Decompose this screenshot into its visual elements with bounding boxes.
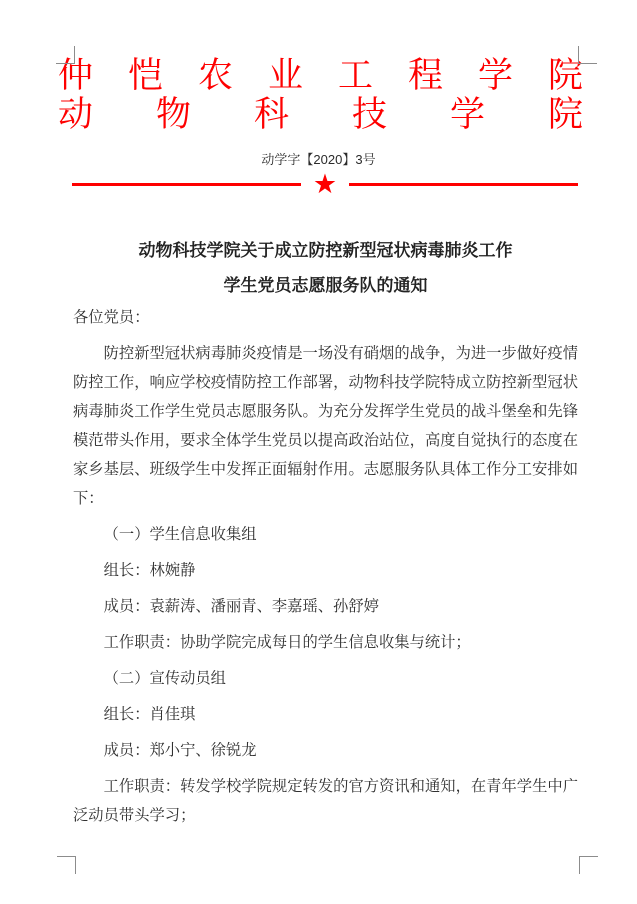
group-1-members: 成员：袁薪涛、潘丽青、李嘉瑶、孙舒婷 <box>103 598 379 615</box>
intro-paragraph: 防控新型冠状病毒肺炎疫情是一场没有硝烟的战争，为进一步做好疫情防控工作，响应学校疫情防控工作部署，动物科技学院特成立防控新型冠状病毒肺炎工作学生党员志愿服务队。为充分发挥学生党员的战斗堡垒和先锋模范带头作用，要求全体学生党员以提高政治站位，高度自觉执行的态度在家乡基层、班级学生中发挥正面辐射作用。志愿服务队具体工作分工安排如下： <box>73 345 578 507</box>
crop-mark-bottom-left <box>57 856 76 874</box>
header-divider <box>72 171 578 197</box>
group-2-duty: 工作职责：转发学校学院规定转发的官方资讯和通知，在青年学生中广泛动员带头学习； <box>73 778 578 824</box>
notice-body <box>73 233 578 830</box>
letterhead-line2: 动物科技学院 <box>58 95 583 134</box>
group-1-duty: 工作职责：协助学院完成每日的学生信息收集与统计； <box>103 634 471 651</box>
letterhead <box>58 56 583 134</box>
notice-title-line1: 动物科技学院关于成立防控新型冠状病毒肺炎工作 <box>138 241 513 260</box>
group-1-heading: （一）学生信息收集组 <box>103 526 257 543</box>
crop-mark-top-right <box>578 46 597 64</box>
group-2-members: 成员：郑小宁、徐锐龙 <box>103 742 257 759</box>
crop-mark-bottom-right <box>579 856 598 874</box>
group-2-publicity <box>73 664 578 830</box>
notice-title <box>73 233 578 303</box>
group-1-info-collection <box>73 520 578 657</box>
group-2-heading: （二）宣传动员组 <box>103 670 226 687</box>
notice-title-line2: 学生党员志愿服务队的通知 <box>223 276 428 295</box>
group-1-leader: 组长：林婉静 <box>103 562 196 579</box>
star-icon: ★ <box>312 169 338 199</box>
group-2-leader: 组长：肖佳琪 <box>103 706 196 723</box>
letterhead-line1: 仲恺农业工程学院 <box>58 56 583 95</box>
document-number: 动学字【2020】3号 <box>261 152 376 167</box>
divider-line-right <box>349 183 578 186</box>
salutation: 各位党员： <box>73 309 150 326</box>
crop-mark-top-left <box>56 46 75 64</box>
divider-line-left <box>72 183 301 186</box>
